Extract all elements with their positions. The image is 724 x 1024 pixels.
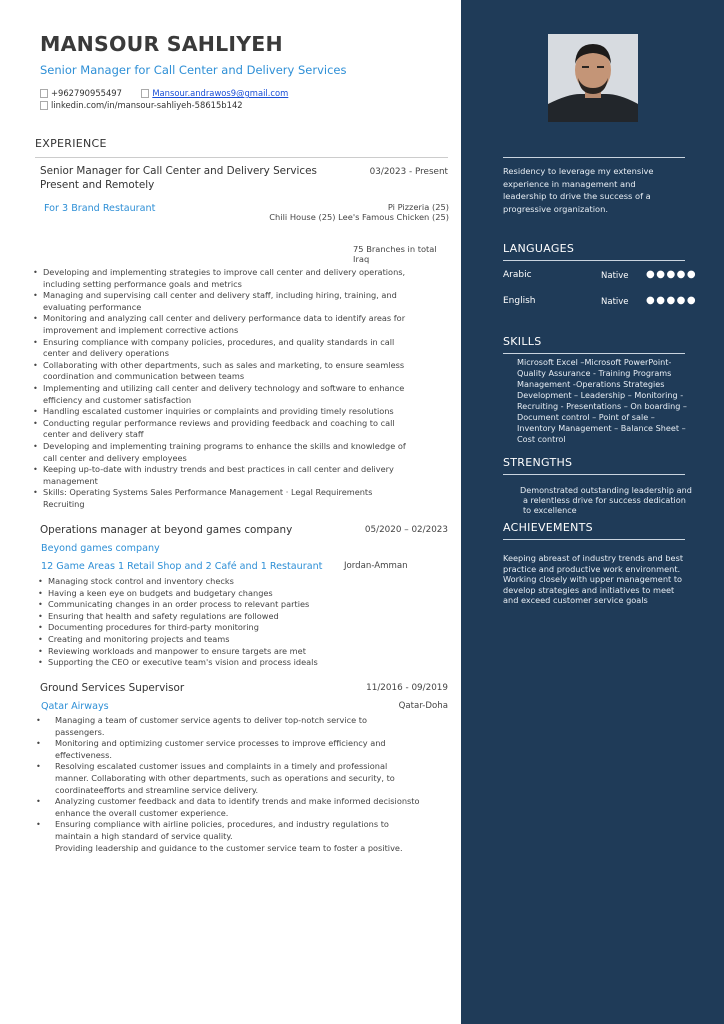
- language-level: Native: [601, 271, 629, 281]
- list-item: • Developing and implementing training programs to enhance the skills and knowledge of call center and delivery employees: [33, 441, 438, 464]
- language-rating: ●●●●●: [646, 269, 698, 280]
- language-level: Native: [601, 297, 629, 307]
- list-item: • Managing and supervising call center and delivery staff, including hiring, training, and evaluating performance: [33, 290, 438, 313]
- linkedin-url: linkedin.com/in/mansour-sahliyeh-58615b142: [51, 100, 243, 110]
- languages-divider: [503, 260, 685, 261]
- list-item: • Keeping up-to-date with industry trends and best practices in call center and delivery management: [33, 464, 438, 487]
- language-name: English: [503, 296, 536, 306]
- job3-duties: [36, 715, 448, 843]
- list-item: • Managing stock control and inventory checks: [38, 576, 443, 588]
- portrait-icon: [548, 34, 638, 122]
- job1-title-line2: Present and Remotely: [40, 179, 155, 191]
- list-item: • Creating and monitoring projects and teams: [38, 634, 443, 646]
- job1-branches-1: 75 Branches in total: [353, 244, 437, 254]
- experience-heading: EXPERIENCE: [35, 137, 107, 150]
- list-item: • Handling escalated customer inquiries or complaints and providing timely resolutions: [33, 406, 438, 418]
- list-item: • Skills: Operating Systems Sales Performance Management · Legal Requirements Recruiting: [33, 487, 438, 510]
- candidate-name: MANSOUR SAHLIYEH: [40, 32, 283, 56]
- list-item: • Having a keen eye on budgets and budgetary changes: [38, 588, 443, 600]
- achievements-divider: [503, 539, 685, 540]
- skills-text: Microsoft Excel –Microsoft PowerPoint- Quality Assurance - Training Programs Management -Operations Strategies Development – Leadership – Monitoring - Recruiting - Presentations – On boarding – Document control – Point of sale – Inventory Management – Balance Sheet – Cost control: [517, 357, 687, 444]
- job1-brand-1: Pi Pizzeria (25): [387, 202, 449, 212]
- contact-line-1: [40, 88, 288, 98]
- skills-divider: [503, 353, 685, 354]
- job3-title: Ground Services Supervisor: [40, 682, 185, 694]
- list-item: • Monitoring and optimizing customer service processes to improve efficiency and effectiveness.: [36, 738, 448, 761]
- list-item: • Communicating changes in an order process to relevant parties: [38, 599, 443, 611]
- achievements-heading: ACHIEVEMENTS: [503, 521, 593, 534]
- job2-duties: [38, 576, 443, 669]
- list-item: • Implementing and utilizing call center and delivery technology and software to enhance efficiency and customer satisfaction: [33, 383, 438, 406]
- job1-company: For 3 Brand Restaurant: [44, 203, 156, 214]
- list-item: • Ensuring compliance with company policies, procedures, and quality standards in call center and delivery operations: [33, 337, 438, 360]
- job1-branches-2: Iraq: [353, 254, 370, 264]
- summary-text: Residency to leverage my extensive experience in management and leadership to drive the success of a progressive organization.: [503, 166, 654, 214]
- job3-location: Qatar-Doha: [398, 701, 448, 711]
- profile-photo: [548, 34, 638, 122]
- job3-last-line: Providing leadership and guidance to the customer service team to foster a positive.: [55, 843, 403, 853]
- job3-date: 11/2016 - 09/2019: [366, 683, 448, 693]
- list-item: • Ensuring compliance with airline policies, procedures, and industry regulations to maintain a high standard of service quality.: [36, 819, 448, 842]
- strengths-heading: STRENGTHS: [503, 456, 573, 469]
- list-item: • Developing and implementing strategies to improve call center and delivery operations, including setting performance goals and metrics: [33, 267, 438, 290]
- summary-divider: [503, 157, 685, 158]
- languages-heading: LANGUAGES: [503, 242, 575, 255]
- candidate-title: Senior Manager for Call Center and Delivery Services: [40, 63, 347, 77]
- list-item: • Collaborating with other departments, such as sales and marketing, to ensure seamless coordination and communication between teams: [33, 360, 438, 383]
- linkedin-icon: [40, 101, 48, 110]
- list-item: • Monitoring and analyzing call center and delivery performance data to identify areas for improvement and implement corrective actions: [33, 313, 438, 336]
- language-rating: ●●●●●: [646, 295, 698, 306]
- list-item: • Analyzing customer feedback and data to identify trends and make informed decisionsto enhance the overall customer experience.: [36, 796, 448, 819]
- email-icon: [141, 89, 149, 98]
- skills-heading: SKILLS: [503, 335, 542, 348]
- strengths-text: Demonstrated outstanding leadership and a relentless drive for success dedication to excellence: [520, 485, 692, 515]
- job1-date: 03/2023 - Present: [369, 167, 448, 177]
- job2-subtitle: 12 Game Areas 1 Retail Shop and 2 Café and 1 Restaurant: [41, 561, 323, 572]
- job2-date: 05/2020 – 02/2023: [364, 525, 448, 535]
- list-item: • Reviewing workloads and manpower to ensure targets are met: [38, 646, 443, 658]
- job3-company: Qatar Airways: [41, 701, 109, 712]
- list-item: • Managing a team of customer service agents to deliver top-notch service to passengers.: [36, 715, 448, 738]
- strengths-divider: [503, 474, 685, 475]
- list-item: • Documenting procedures for third-party monitoring: [38, 622, 443, 634]
- experience-divider: [35, 157, 448, 158]
- phone-number: +962790955497: [51, 88, 122, 98]
- list-item: • Resolving escalated customer issues and complaints in a timely and professional manner. Collaborating with other departments, such as operations and security, to coordinateefforts and streamline service delivery.: [36, 761, 448, 796]
- job1-title-line1: Senior Manager for Call Center and Delivery Services: [40, 165, 317, 177]
- phone-icon: [40, 89, 48, 98]
- job1-duties: [33, 267, 438, 510]
- job2-title: Operations manager at beyond games company: [40, 524, 293, 536]
- job1-brand-2: Chili House (25) Lee's Famous Chicken (25): [269, 212, 449, 222]
- job2-location: Jordan-Amman: [344, 561, 408, 571]
- achievements-text: Keeping abreast of industry trends and best practice and productive work environment. Working closely with upper management to develop strategies and initiatives to meet and exceed customer service goals: [503, 553, 684, 605]
- list-item: • Ensuring that health and safety regulations are followed: [38, 611, 443, 623]
- list-item: • Conducting regular performance reviews and providing feedback and coaching to call center and delivery staff: [33, 418, 438, 441]
- job2-company: Beyond games company: [41, 543, 160, 554]
- email-link[interactable]: Mansour.andrawos9@gmail.com: [152, 88, 289, 98]
- language-name: Arabic: [503, 270, 532, 280]
- contact-line-2: [40, 100, 243, 110]
- list-item: • Supporting the CEO or executive team's vision and process ideals: [38, 657, 443, 669]
